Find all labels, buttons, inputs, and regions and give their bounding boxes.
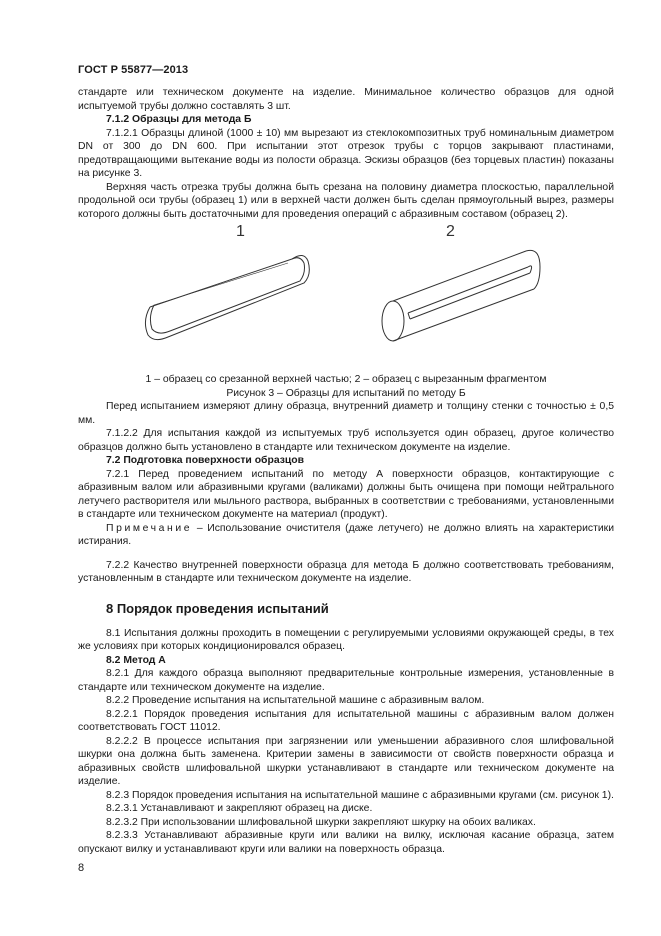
figure-3 (78, 225, 614, 373)
paragraph-8-2-2-1: 8.2.2.1 Порядок проведения испытания для испытательной машины с абразивным валом должен соответствовать ГОСТ 11012. (78, 708, 614, 733)
paragraph-7-1-2-1: 7.1.2.1 Образцы длиной (1000 ± 10) мм вырезают из стеклокомпозитных труб номинальным диаметром DN от 300 до DN 600. При испытании этот отрезок трубы с торцов закрывают пластинами, предотвращающими вытекание воды из полости образца. Эскизы образцов (без торцевых пластин) показаны на рисунке 3. (78, 127, 614, 179)
paragraph-8-2-3-1: 8.2.3.1 Устанавливают и закрепляют образец на диске. (106, 803, 373, 814)
sample-2-cut-pipe (382, 250, 540, 341)
paragraph-7-1-2-1-b: Верхняя часть отрезка трубы должна быть срезана на половину диаметра плоскостью, параллельной продольной оси трубы (образец 1) или в верхней части должен быть сделан прямоугольный вырез, размеры которого должны быть достаточными для проведения операций с абразивным составом (образец 2). (78, 181, 614, 220)
paragraph-continuation: стандарте или техническом документе на изделие. Минимальное количество образцов для одной испытуемой трубы должно составлять 3 шт. (78, 87, 614, 112)
section-7-2-heading: 7.2 Подготовка поверхности образцов (106, 455, 305, 466)
figure-legend: 1 – образец со срезанной верхней частью; 2 – образец с вырезанным фрагментом (145, 374, 547, 385)
paragraph-7-2-1: 7.2.1 Перед проведением испытаний по методу А поверхности образцов, контактирующие с абразивным валом или абразивными кругами (валиками) должны быть очищена при помощи нейтрального летучего растворителя или мыльного раствора, выбранных в соответствии с требованиями, установленными в стандарте или техническом документе на материал (продукт). (78, 468, 614, 520)
paragraph-7-2-2: 7.2.2 Качество внутренней поверхности образца для метода Б должно соответствовать требованиям, установленным в стандарте или техническом документе на изделие. (78, 559, 614, 584)
sample-1-half-pipe (145, 255, 309, 339)
paragraph-7-1-2-2: 7.1.2.2 Для испытания каждой из испытуемых труб используется один образец, другое количество образцов должно быть установлено в стандарте или техническом документе на изделие. (78, 428, 614, 453)
page-number: 8 (78, 862, 85, 874)
section-8-heading: 8 Порядок проведения испытаний (106, 600, 329, 616)
note-text: – Использование очистителя (даже летучего) не должно влиять на характеристики истирания. (78, 522, 614, 547)
paragraph-8-1: 8.1 Испытания должны проходить в помещении с регулируемыми условиями окружающей среды, в тех же условиях при которых кондиционировался образец. (78, 627, 614, 652)
figure-sketches (78, 225, 614, 373)
paragraph-8-2-1: 8.2.1 Для каждого образца выполняют предварительные контрольные измерения, установленные в стандарте или техническом документе на изделие. (78, 668, 614, 693)
note (78, 522, 614, 549)
paragraph-8-2-2: 8.2.2 Проведение испытания на испытательной машине с абразивным валом. (106, 695, 485, 706)
document-body (78, 86, 614, 856)
document-header: ГОСТ Р 55877—2013 (78, 64, 189, 76)
section-7-1-2-heading: 7.1.2 Образцы для метода Б (106, 114, 252, 125)
paragraph-8-2-3: 8.2.3 Порядок проведения испытания на испытательной машине с абразивными кругами (см. рисунок 1). (106, 789, 614, 801)
paragraph-8-2-2-2: 8.2.2.2 В процессе испытания при загрязнении или уменьшении абразивного слоя шлифовальной шкурки она должна быть заменена. Критерии замены в зависимости от свойств поверхности образца и абразивных свойств шлифовальной шкурки устанавливают в стандарте или техническом документе на изделие. (78, 735, 614, 787)
figure-label-1: 1 (236, 223, 245, 240)
figure-label-2: 2 (446, 223, 455, 240)
figure-caption: Рисунок 3 – Образцы для испытаний по методу Б (226, 387, 466, 399)
paragraph-8-2-3-3: 8.2.3.3 Устанавливают абразивные круги или валики на вилку, исключая касание образца, затем опускают вилку и устанавливают круги или валики на поверхность образца. (78, 830, 614, 855)
section-8-2-heading: 8.2 Метод А (106, 654, 166, 666)
note-label: Примечание (106, 522, 193, 534)
paragraph-measure: Перед испытанием измеряют длину образца, внутренний диаметр и толщину стенки с точностью ± 0,5 мм. (78, 401, 614, 426)
paragraph-8-2-3-2: 8.2.3.2 При использовании шлифовальной шкурки закрепляют шкурку на обоих валиках. (106, 816, 536, 828)
